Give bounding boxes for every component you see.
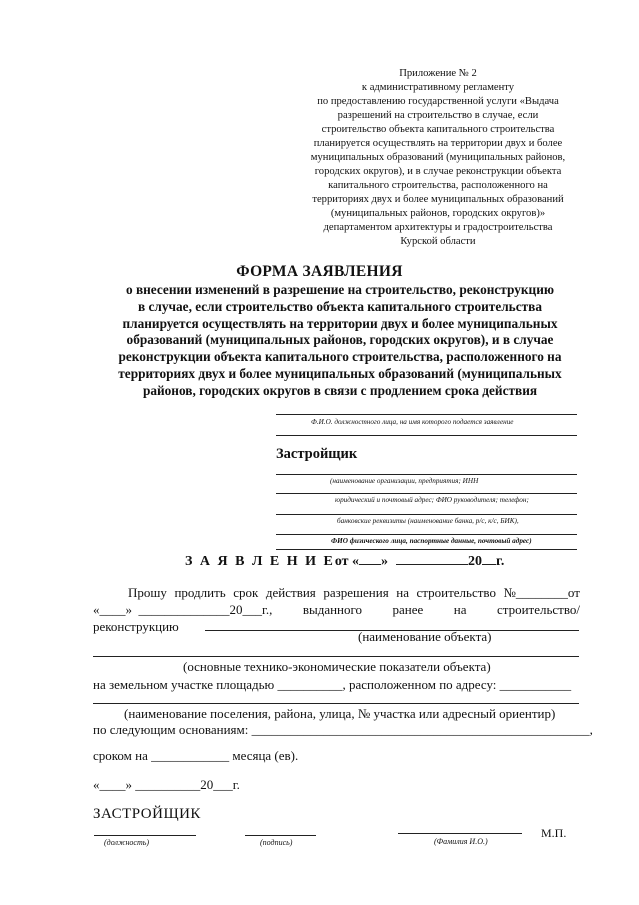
word: на [453,602,467,617]
word: разрешения [323,585,389,600]
signature-field[interactable] [245,835,316,836]
subtitle-line: реконструкции объекта капитального строительства, расположенного на [118,349,562,365]
body-line-1 [128,585,580,601]
issue-date-field[interactable]: «____» ______________20___г., [93,602,273,617]
body-line-2 [93,602,580,618]
appendix-line: Приложение № 2 [399,68,477,79]
statement-year: 20 [468,554,483,569]
statement-word: З А Я В Л Е Н И Е [185,554,335,569]
official-name-field-2[interactable] [276,435,577,436]
appendix-line: департаментом архитектуры и градостроительства [323,222,553,233]
appendix-line: по предоставлению государственной услуги «Выдача [317,96,559,107]
appendix-line: городских округов), и в случае реконструкции объекта [314,166,562,177]
permit-number-field[interactable]: №________от [503,585,580,600]
term-line[interactable]: сроком на ____________ месяца (ев). [93,748,299,763]
subtitle-line: в случае, если строительство объекта капитального строительства [138,298,542,314]
builder-caption-2: юридический и почтовый адрес; ФИО руководителя; телефон; [335,496,529,504]
position-field[interactable] [94,835,196,836]
builder-label: Застройщик [276,446,358,462]
builder-caption-1: (наименование организации, предприятия; ИНН [330,477,479,485]
reconstruction-label: реконструкцию [93,619,179,634]
subtitle-line: о внесении изменений в разрешение на строительство, реконструкцию [125,282,555,297]
word: Прошу [128,585,167,600]
word: действия [265,585,316,600]
word: строительство [416,585,496,600]
form-subtitle [80,282,600,400]
appendix-header [283,67,593,249]
seal-label: М.П. [541,826,567,840]
word: продлить [174,585,226,600]
position-caption: (должность) [104,838,150,847]
statement-day-field[interactable] [359,564,381,565]
statement-date-mid: » [381,554,389,569]
subtitle-line: планируется осуществлять на территории двух и более муниципальных [122,315,558,331]
appendix-line: к административному регламенту [361,82,515,93]
appendix-line: капитального строительства, расположенного на [328,180,548,191]
appendix-line: муниципальных образований (муниципальных районов, [310,152,566,163]
word: выданного [302,602,363,617]
appendix-line: (муниципальных районов, городских округов)» [330,208,546,219]
appendix-line: строительство объекта капитального строительства [321,124,555,135]
builder-signature-label: ЗАСТРОЙЩИК [93,806,201,822]
appendix-line: территориях двух и более муниципальных образований [312,194,564,205]
official-name-caption: Ф.И.О. должностного лица, на имя которого подается заявление [311,418,514,426]
builder-caption-4: ФИО физического лица, паспортные данные, почтовый адрес) [331,537,532,545]
location-caption: (наименование поселения, района, улица, № участка или адресный ориентир) [124,706,556,721]
appendix-line: разрешений на строительство в случае, если [337,110,539,121]
full-name-caption: (Фамилия И.О.) [434,837,488,846]
subtitle-line: образований (муниципальных районов, городских округов), и в случае [126,332,554,348]
appendix-line: планируется осуществлять на территории двух и более [313,138,563,149]
land-line[interactable]: на земельном участке площадью __________, расположенном по адресу: ___________ [93,677,572,692]
builder-field-5[interactable] [276,549,577,550]
builder-field-3[interactable] [276,514,577,515]
word: срок [233,585,259,600]
statement-date-prefix: от « [334,554,360,569]
statement-year-suffix: г. [496,554,505,569]
subtitle-line: районов, городских округов в связи с продлением срока действия [142,382,538,398]
appendix-line: Курской области [400,236,476,247]
date-line[interactable]: «____» __________20___г. [93,777,240,792]
official-name-field[interactable] [276,414,577,415]
statement-title [185,554,504,570]
tech-caption: (основные технико-экономические показатели объекта) [183,659,491,674]
location-field[interactable] [93,703,579,704]
builder-field-4[interactable] [276,534,577,535]
builder-field-1[interactable] [276,474,577,475]
builder-field-2[interactable] [276,493,577,494]
grounds-line[interactable]: по следующим основаниям: ____________________________________________________, [93,722,593,737]
object-caption: (наименование объекта) [358,629,492,644]
word: на [396,585,409,600]
signature-caption: (подпись) [260,838,293,847]
full-name-field[interactable] [398,833,522,834]
statement-year-field[interactable] [482,564,496,565]
subtitle-line: территориях двух и более муниципальных образований (муниципальных [118,365,562,381]
word: ранее [392,602,424,617]
builder-caption-3: банковские реквизиты (наименование банка, р/с, к/с, БИК), [337,517,519,525]
word: строительство/ [496,602,580,617]
form-title: ФОРМА ЗАЯВЛЕНИЯ [236,263,403,280]
statement-month-field[interactable] [396,564,468,565]
tech-indicators-field[interactable] [93,656,579,657]
